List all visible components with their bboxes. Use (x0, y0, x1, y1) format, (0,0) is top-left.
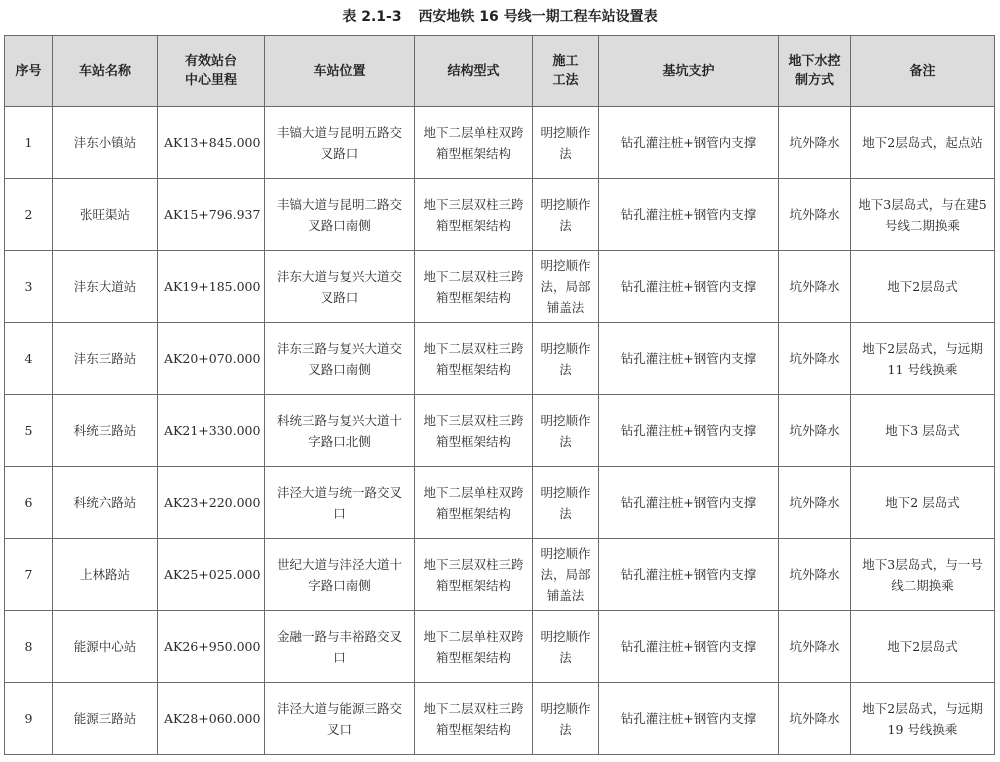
cell-method: 明挖顺作法，局部铺盖法 (533, 539, 599, 611)
table-row (5, 107, 995, 179)
cell-support: 钻孔灌注桩+钢管内支撑 (599, 395, 779, 467)
cell-method: 明挖顺作法，局部铺盖法 (533, 251, 599, 323)
col-method-header: 施工 工法 (533, 36, 599, 107)
table-row (5, 539, 995, 611)
col-groundwater-header: 地下水控 制方式 (779, 36, 851, 107)
cell-support: 钻孔灌注桩+钢管内支撑 (599, 611, 779, 683)
cell-method: 明挖顺作法 (533, 107, 599, 179)
cell-support: 钻孔灌注桩+钢管内支撑 (599, 107, 779, 179)
cell-location: 世纪大道与沣泾大道十字路口南侧 (265, 539, 415, 611)
cell-seq: 3 (5, 251, 53, 323)
cell-remarks: 地下2层岛式 (851, 251, 995, 323)
cell-remarks: 地下2层岛式，与远期11 号线换乘 (851, 323, 995, 395)
cell-location: 金融一路与丰裕路交叉口 (265, 611, 415, 683)
table-row (5, 251, 995, 323)
cell-station-name: 能源三路站 (53, 683, 158, 755)
cell-method: 明挖顺作法 (533, 323, 599, 395)
col-support-header: 基坑支护 (599, 36, 779, 107)
cell-groundwater: 坑外降水 (779, 323, 851, 395)
cell-method: 明挖顺作法 (533, 683, 599, 755)
table-row (5, 323, 995, 395)
cell-location: 沣东大道与复兴大道交叉路口 (265, 251, 415, 323)
cell-location: 丰镐大道与昆明二路交叉路口南侧 (265, 179, 415, 251)
cell-support: 钻孔灌注桩+钢管内支撑 (599, 179, 779, 251)
cell-structure: 地下二层双柱三跨箱型框架结构 (415, 323, 533, 395)
table-number: 表 2.1-3 (342, 9, 402, 25)
cell-mileage: AK20+070.000 (158, 323, 265, 395)
cell-structure: 地下三层双柱三跨箱型框架结构 (415, 179, 533, 251)
cell-method: 明挖顺作法 (533, 395, 599, 467)
table-row (5, 683, 995, 755)
cell-mileage: AK19+185.000 (158, 251, 265, 323)
cell-location: 科统三路与复兴大道十字路口北侧 (265, 395, 415, 467)
table-row (5, 395, 995, 467)
cell-station-name: 沣东大道站 (53, 251, 158, 323)
table-row (5, 611, 995, 683)
cell-mileage: AK28+060.000 (158, 683, 265, 755)
table-title: 西安地铁 16 号线一期工程车站设置表 (418, 9, 658, 25)
cell-station-name: 能源中心站 (53, 611, 158, 683)
cell-mileage: AK25+025.000 (158, 539, 265, 611)
cell-structure: 地下三层双柱三跨箱型框架结构 (415, 539, 533, 611)
cell-station-name: 沣东小镇站 (53, 107, 158, 179)
cell-seq: 5 (5, 395, 53, 467)
cell-station-name: 张旺渠站 (53, 179, 158, 251)
table-row (5, 179, 995, 251)
table-body (5, 107, 995, 755)
cell-method: 明挖顺作法 (533, 611, 599, 683)
cell-method: 明挖顺作法 (533, 179, 599, 251)
cell-structure: 地下二层单柱双跨箱型框架结构 (415, 611, 533, 683)
cell-station-name: 科统三路站 (53, 395, 158, 467)
table-caption (0, 6, 1000, 26)
col-station-name-header: 车站名称 (53, 36, 158, 107)
cell-seq: 1 (5, 107, 53, 179)
cell-location: 沣泾大道与能源三路交叉口 (265, 683, 415, 755)
cell-seq: 6 (5, 467, 53, 539)
cell-structure: 地下二层单柱双跨箱型框架结构 (415, 467, 533, 539)
cell-location: 沣东三路与复兴大道交叉路口南侧 (265, 323, 415, 395)
cell-support: 钻孔灌注桩+钢管内支撑 (599, 323, 779, 395)
cell-support: 钻孔灌注桩+钢管内支撑 (599, 467, 779, 539)
cell-seq: 2 (5, 179, 53, 251)
cell-groundwater: 坑外降水 (779, 395, 851, 467)
col-location-header: 车站位置 (265, 36, 415, 107)
cell-station-name: 沣东三路站 (53, 323, 158, 395)
cell-mileage: AK23+220.000 (158, 467, 265, 539)
header-row (5, 36, 995, 107)
cell-structure: 地下二层双柱三跨箱型框架结构 (415, 251, 533, 323)
cell-mileage: AK15+796.937 (158, 179, 265, 251)
cell-location: 沣泾大道与统一路交叉口 (265, 467, 415, 539)
cell-groundwater: 坑外降水 (779, 683, 851, 755)
cell-groundwater: 坑外降水 (779, 467, 851, 539)
cell-remarks: 地下3 层岛式 (851, 395, 995, 467)
cell-seq: 8 (5, 611, 53, 683)
cell-remarks: 地下2层岛式 (851, 611, 995, 683)
cell-mileage: AK21+330.000 (158, 395, 265, 467)
cell-groundwater: 坑外降水 (779, 539, 851, 611)
cell-groundwater: 坑外降水 (779, 611, 851, 683)
cell-groundwater: 坑外降水 (779, 107, 851, 179)
cell-seq: 9 (5, 683, 53, 755)
cell-support: 钻孔灌注桩+钢管内支撑 (599, 251, 779, 323)
station-table (4, 35, 995, 755)
cell-remarks: 地下2层岛式，起点站 (851, 107, 995, 179)
cell-seq: 4 (5, 323, 53, 395)
cell-structure: 地下二层双柱三跨箱型框架结构 (415, 683, 533, 755)
col-structure-header: 结构型式 (415, 36, 533, 107)
cell-mileage: AK26+950.000 (158, 611, 265, 683)
cell-support: 钻孔灌注桩+钢管内支撑 (599, 683, 779, 755)
cell-groundwater: 坑外降水 (779, 251, 851, 323)
cell-remarks: 地下2层岛式，与远期19 号线换乘 (851, 683, 995, 755)
cell-station-name: 上林路站 (53, 539, 158, 611)
cell-seq: 7 (5, 539, 53, 611)
table-row (5, 467, 995, 539)
col-seq-header: 序号 (5, 36, 53, 107)
cell-station-name: 科统六路站 (53, 467, 158, 539)
cell-remarks: 地下3层岛式，与在建5号线二期换乘 (851, 179, 995, 251)
cell-structure: 地下三层双柱三跨箱型框架结构 (415, 395, 533, 467)
cell-support: 钻孔灌注桩+钢管内支撑 (599, 539, 779, 611)
cell-structure: 地下二层单柱双跨箱型框架结构 (415, 107, 533, 179)
cell-remarks: 地下3层岛式，与一号线二期换乘 (851, 539, 995, 611)
cell-mileage: AK13+845.000 (158, 107, 265, 179)
col-mileage-header: 有效站台 中心里程 (158, 36, 265, 107)
cell-location: 丰镐大道与昆明五路交叉路口 (265, 107, 415, 179)
cell-method: 明挖顺作法 (533, 467, 599, 539)
cell-remarks: 地下2 层岛式 (851, 467, 995, 539)
col-remarks-header: 备注 (851, 36, 995, 107)
cell-groundwater: 坑外降水 (779, 179, 851, 251)
